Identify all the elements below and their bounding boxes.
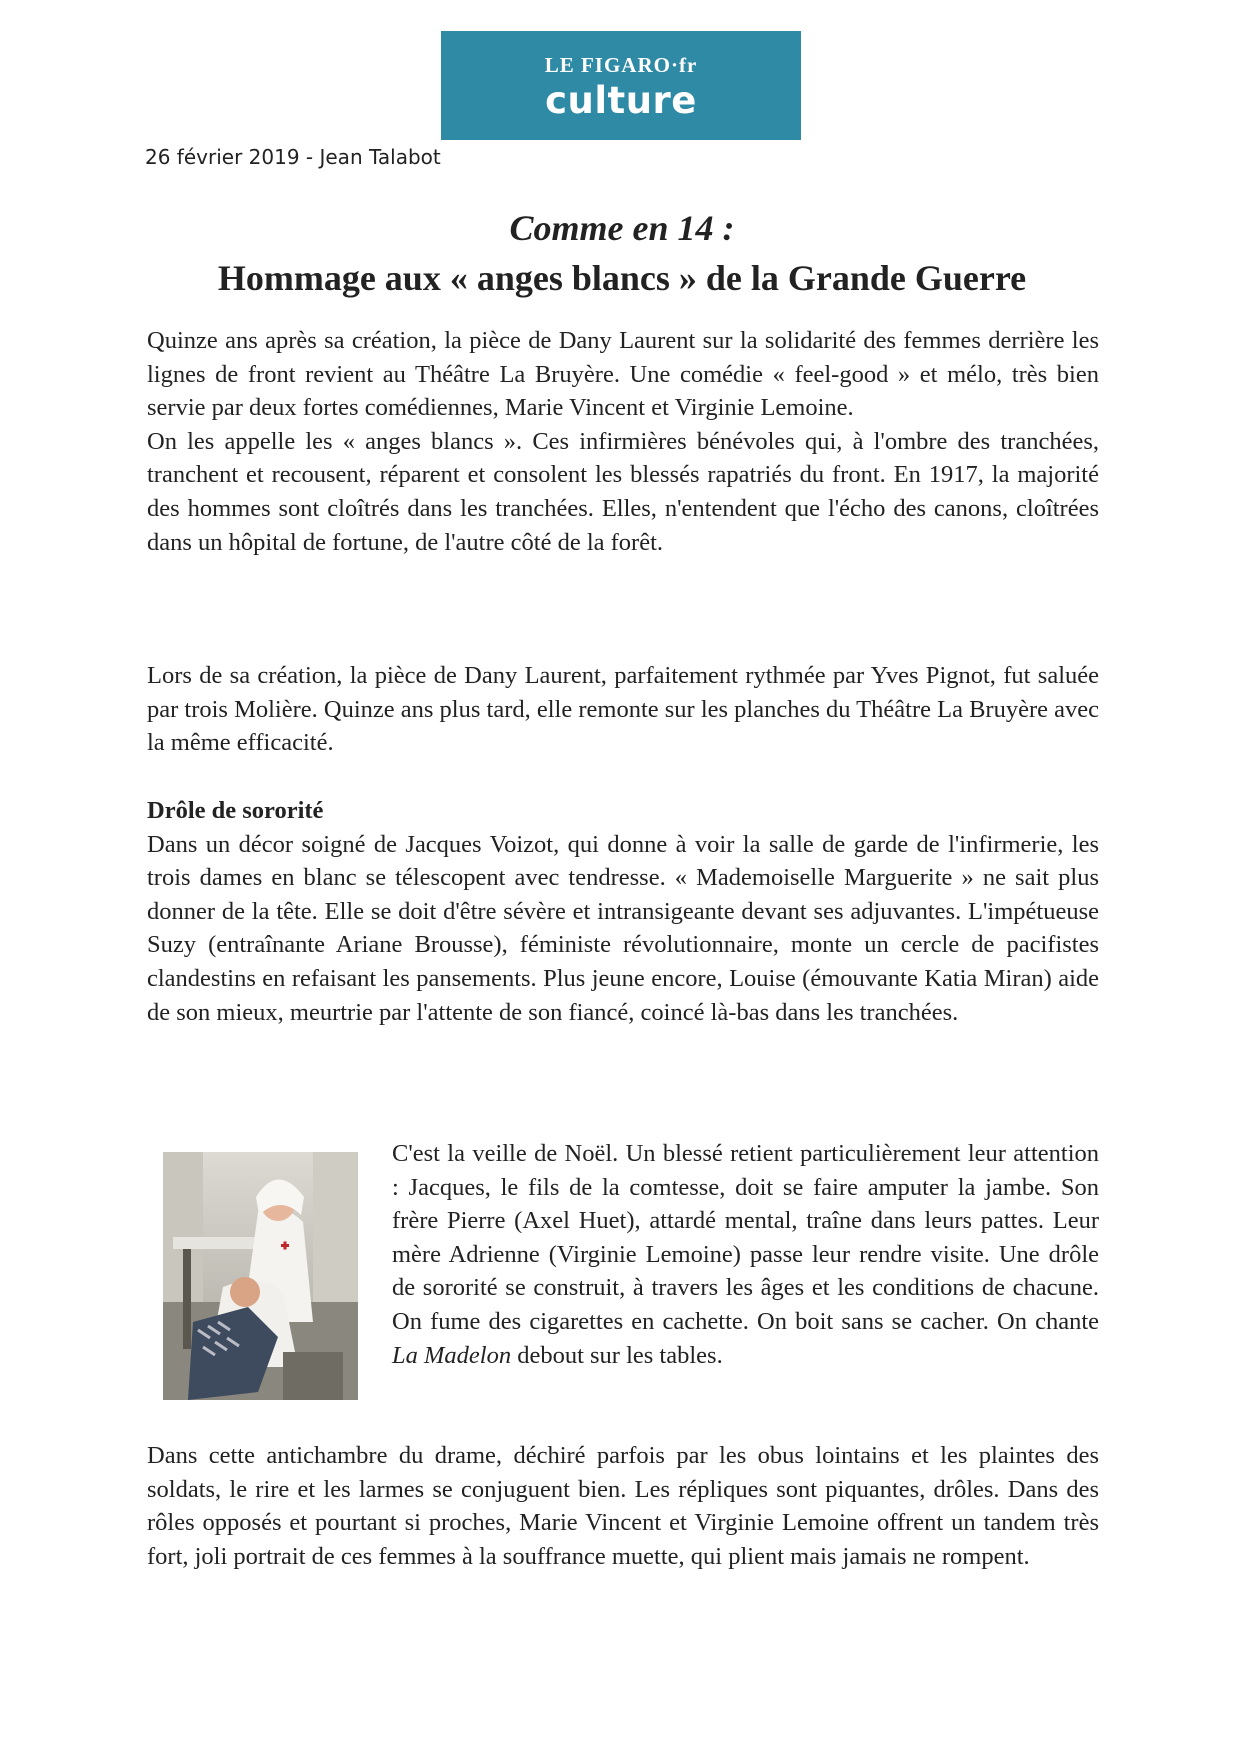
- article-byline: 26 février 2019 - Jean Talabot: [145, 145, 441, 169]
- logo-section-text: culture: [545, 79, 697, 122]
- noel-text-after: debout sur les tables.: [511, 1341, 723, 1369]
- play-scene-photo: [163, 1152, 358, 1400]
- article-title-line-2: Hommage aux « anges blancs » de la Grande Guerre: [217, 258, 1027, 298]
- noel-text-before: C'est la veille de Noël. Un blessé retient particulièrement leur attention : Jacques, le fils de la comtesse, doit se faire amputer la jambe. Son frère Pierre (Axel Huet), attardé mental, traîne dans leurs pattes. Leur mère Adrienne (Virginie Lemoine) passe leur rendre visite. Une drôle de sororité se construit, à travers les âges et les conditions de chacune. On fume des cigarettes en cachette. On boit sans se cacher. On chante: [392, 1140, 1099, 1335]
- sororite-block: [147, 794, 1099, 1029]
- intro-paragraph: Quinze ans après sa création, la pièce de Dany Laurent sur la solidarité des femmes derrière les lignes de front revient au Théâtre La Bruyère. Une comédie « feel-good » et mélo, très bien servie par deux fortes comédiennes, Marie Vincent et Virginie Lemoine.: [147, 327, 1099, 422]
- figaro-culture-logo: [441, 31, 801, 140]
- veille-de-noel-paragraph: [392, 1137, 1099, 1372]
- creation-paragraph: Lors de sa création, la pièce de Dany Laurent, parfaitement rythmée par Yves Pignot, fut saluée par trois Molière. Quinze ans plus tard, elle remonte sur les planches du Théâtre La Bruyère avec la même efficacité.: [147, 662, 1099, 757]
- creation-block: [147, 659, 1099, 760]
- conclusion-block: [147, 1439, 1099, 1573]
- article-title-line-1: Comme en 14 :: [509, 208, 735, 248]
- section-subheading: Drôle de sororité: [147, 797, 324, 824]
- decor-paragraph: Dans un décor soigné de Jacques Voizot, qui donne à voir la salle de garde de l'infirmerie, les trois dames en blanc se télescopent avec tendresse. « Mademoiselle Marguerite » ne sait plus donner de la tête. Elle se doit d'être sévère et intransigeante devant ses adjuvantes. L'impétueuse Suzy (entraînante Ariane Brousse), féministe révolutionnaire, monte un cercle de pacifistes clandestins en refaisant les pansements. Plus jeune encore, Louise (émouvante Katia Miran) aide de son mieux, meurtrie par l'attente de son fiancé, coincé là-bas dans les tranchées.: [147, 830, 1099, 1026]
- conclusion-paragraph: Dans cette antichambre du drame, déchiré parfois par les obus lointains et les plaintes des soldats, le rire et les larmes se conjuguent bien. Les répliques sont piquantes, drôles. Dans des rôles opposés et pourtant si proches, Marie Vincent et Virginie Lemoine offrent un tandem très fort, joli portrait de ces femmes à la souffrance muette, qui plient mais jamais ne rompent.: [147, 1442, 1099, 1570]
- anges-blancs-paragraph: On les appelle les « anges blancs ». Ces infirmières bénévoles qui, à l'ombre des tranchées, tranchent et recousent, réparent et consolent les blessés rapatriés du front. En 1917, la majorité des hommes sont cloîtrés dans les tranchées. Elles, n'entendent que l'écho des canons, cloîtrées dans un hôpital de fortune, de l'autre côté de la forêt.: [147, 427, 1099, 556]
- intro-block: [147, 324, 1099, 559]
- logo-brand-text: LE FIGARO·fr: [544, 53, 698, 77]
- noel-paragraph-text: [392, 1137, 1099, 1372]
- la-madelon-title: La Madelon: [392, 1341, 512, 1369]
